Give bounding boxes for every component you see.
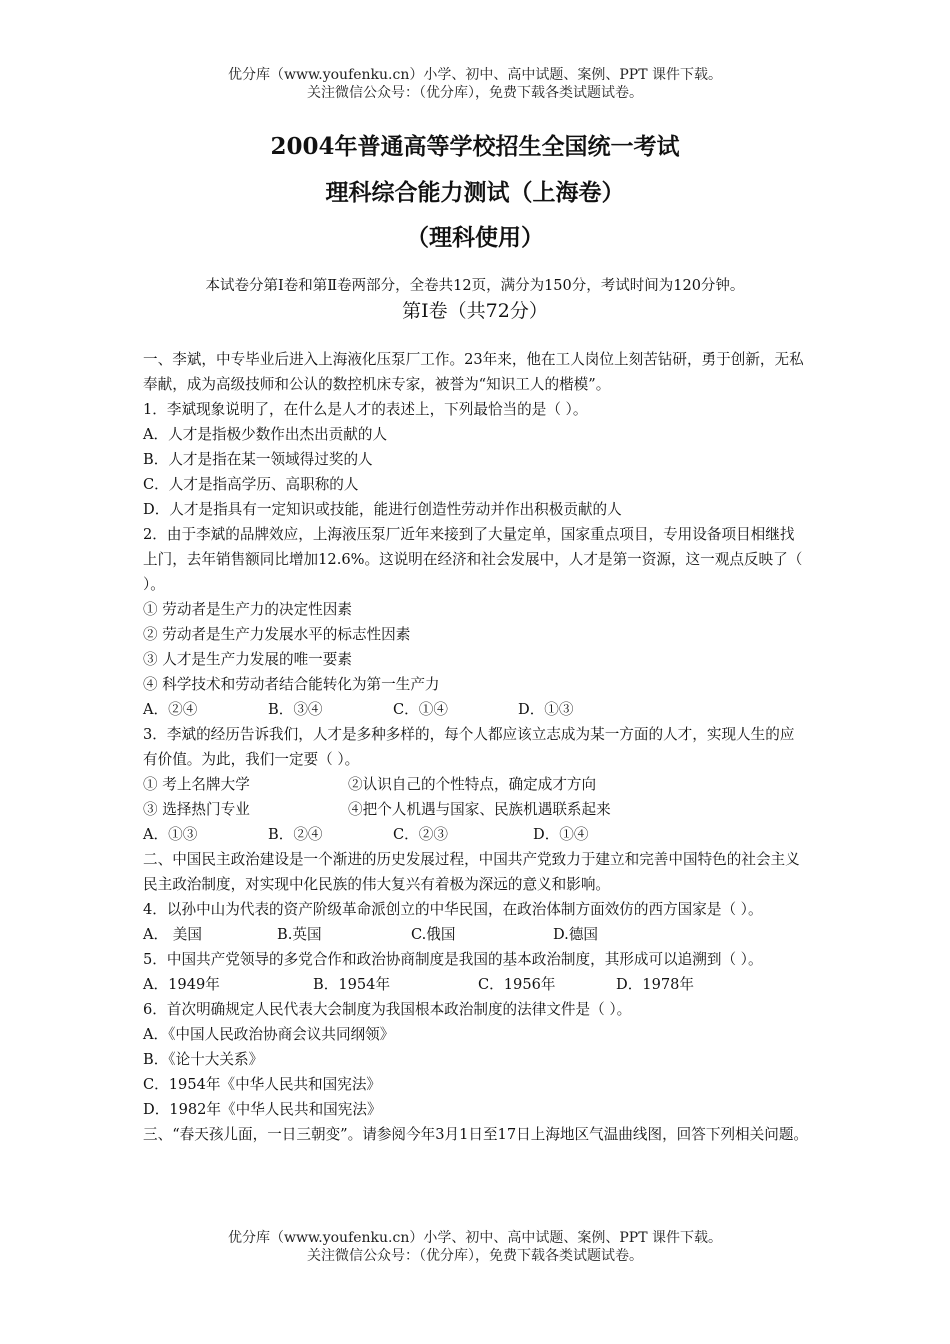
- section-1-text: 一、李斌，中专毕业后进入上海液化压泵厂工作。23年来，他在工人岗位上刻苦钻研，勇于创新，无私奉献，成为高级技师和公认的数控机床专家，被誉为“知识工人的楷模”。: [143, 351, 804, 393]
- q3-option-a: A．①③: [143, 826, 198, 843]
- page-footer: [0, 1229, 950, 1265]
- q3-items-row-2: [143, 797, 808, 822]
- q6-option-d: D．1982年《中华人民共和国宪法》: [143, 1101, 382, 1118]
- q2-options: [143, 697, 808, 722]
- q5-option-d: D．1978年: [616, 976, 695, 993]
- q2-item-3: ③ 人才是生产力发展的唯一要素: [143, 651, 352, 668]
- q4-option-a: A． 美国: [143, 926, 202, 943]
- q3-item-4: ④把个人机遇与国家、民族机遇联系起来: [348, 801, 611, 818]
- exam-content: [143, 347, 808, 1147]
- q6-option-b: B．《论十大关系》: [143, 1051, 264, 1068]
- footer-line-1: 优分库（www.youfenku.cn）小学、初中、高中试题、案例、PPT 课件下载。: [227, 1230, 722, 1246]
- q5-stem: 5．中国共产党领导的多党合作和政治协商制度是我国的基本政治制度，其形成可以追溯到（ ）。: [143, 951, 763, 968]
- q5-option-a: A．1949年: [143, 976, 220, 993]
- q4-option-b: B.英国: [277, 926, 322, 943]
- exam-subtitle-2: （理科使用）: [406, 224, 544, 251]
- q3-option-c: C．②③: [393, 826, 448, 843]
- exam-title: 2004年普通高等学校招生全国统一考试: [270, 133, 680, 160]
- q4-stem: 4．以孙中山为代表的资产阶级革命派创立的中华民国，在政治体制方面效仿的西方国家是（ ）。: [143, 901, 763, 918]
- q2-option-c: C．①④: [393, 701, 448, 718]
- q2-option-d: D．①③: [518, 701, 574, 718]
- q1-option-a: A．人才是指极少数作出杰出贡献的人: [143, 426, 388, 443]
- q6-option-a: A．《中国人民政治协商会议共同纲领》: [143, 1026, 395, 1043]
- title-block: [0, 132, 950, 253]
- q2-item-4: ④ 科学技术和劳动者结合能转化为第一生产力: [143, 676, 440, 693]
- section-3-text: 三、“春天孩儿面，一日三朝变”。请参阅今年3月1日至17日上海地区气温曲线图，回答下列相关问题。: [143, 1126, 809, 1143]
- q2-option-a: A．②④: [143, 701, 198, 718]
- section-2-text: 二、中国民主政治建设是一个渐进的历史发展过程，中国共产党致力于建立和完善中国特色的社会主义民主政治制度，对实现中化民族的伟大复兴有着极为深远的意义和影响。: [143, 851, 800, 893]
- q3-stem: 3．李斌的经历告诉我们，人才是多种多样的，每个人都应该立志成为某一方面的人才，实现人生的应有价值。为此，我们一定要（ ）。: [143, 726, 795, 768]
- q1-option-c: C．人才是指高学历、高职称的人: [143, 476, 359, 493]
- q3-option-d: D．①④: [533, 826, 589, 843]
- q1-option-d: D．人才是指具有一定知识或技能，能进行创造性劳动并作出积极贡献的人: [143, 501, 622, 518]
- q1-option-b: B．人才是指在某一领域得过奖的人: [143, 451, 373, 468]
- q3-item-1: ① 考上名牌大学: [143, 776, 250, 793]
- q6-stem: 6．首次明确规定人民代表大会制度为我国根本政治制度的法律文件是（ ）。: [143, 1001, 632, 1018]
- q3-items-row-1: [143, 772, 808, 797]
- q2-item-2: ② 劳动者是生产力发展水平的标志性因素: [143, 626, 411, 643]
- header-line-2: 关注微信公众号：（优分库），免费下载各类试题试卷。: [307, 85, 643, 101]
- q3-options: [143, 822, 808, 847]
- header-line-1: 优分库（www.youfenku.cn）小学、初中、高中试题、案例、PPT 课件下载。: [227, 67, 722, 83]
- q2-stem: 2．由于李斌的品牌效应，上海液压泵厂近年来接到了大量定单，国家重点项目，专用设备项目相继找上门，去年销售额同比增加12.6%。这说明在经济和社会发展中，人才是第一资源，这一观点反映了（ ）。: [143, 526, 803, 593]
- exam-intro: 本试卷分第Ⅰ卷和第Ⅱ卷两部分，全卷共12页，满分为150分，考试时间为120分钟。: [205, 278, 745, 294]
- q5-option-c: C．1956年: [478, 976, 556, 993]
- q3-option-b: B．②④: [268, 826, 323, 843]
- q1-stem: 1．李斌现象说明了，在什么是人才的表述上，下列最恰当的是（ ）。: [143, 401, 588, 418]
- q2-option-b: B．③④: [268, 701, 323, 718]
- q5-options: [143, 972, 808, 997]
- page-header: [0, 66, 950, 102]
- footer-line-2: 关注微信公众号：（优分库），免费下载各类试题试卷。: [307, 1248, 643, 1264]
- q6-option-c: C．1954年《中华人民共和国宪法》: [143, 1076, 382, 1093]
- q4-options: [143, 922, 808, 947]
- q4-option-d: D.德国: [553, 926, 599, 943]
- exam-subtitle: 理科综合能力测试（上海卷）: [325, 179, 625, 206]
- volume-heading: 第Ⅰ卷（共72分）: [402, 300, 548, 322]
- q3-item-3: ③ 选择热门专业: [143, 801, 250, 818]
- q4-option-c: C.俄国: [411, 926, 456, 943]
- q2-item-1: ① 劳动者是生产力的决定性因素: [143, 601, 352, 618]
- q5-option-b: B．1954年: [313, 976, 391, 993]
- q3-item-2: ②认识自己的个性特点，确定成才方向: [348, 776, 597, 793]
